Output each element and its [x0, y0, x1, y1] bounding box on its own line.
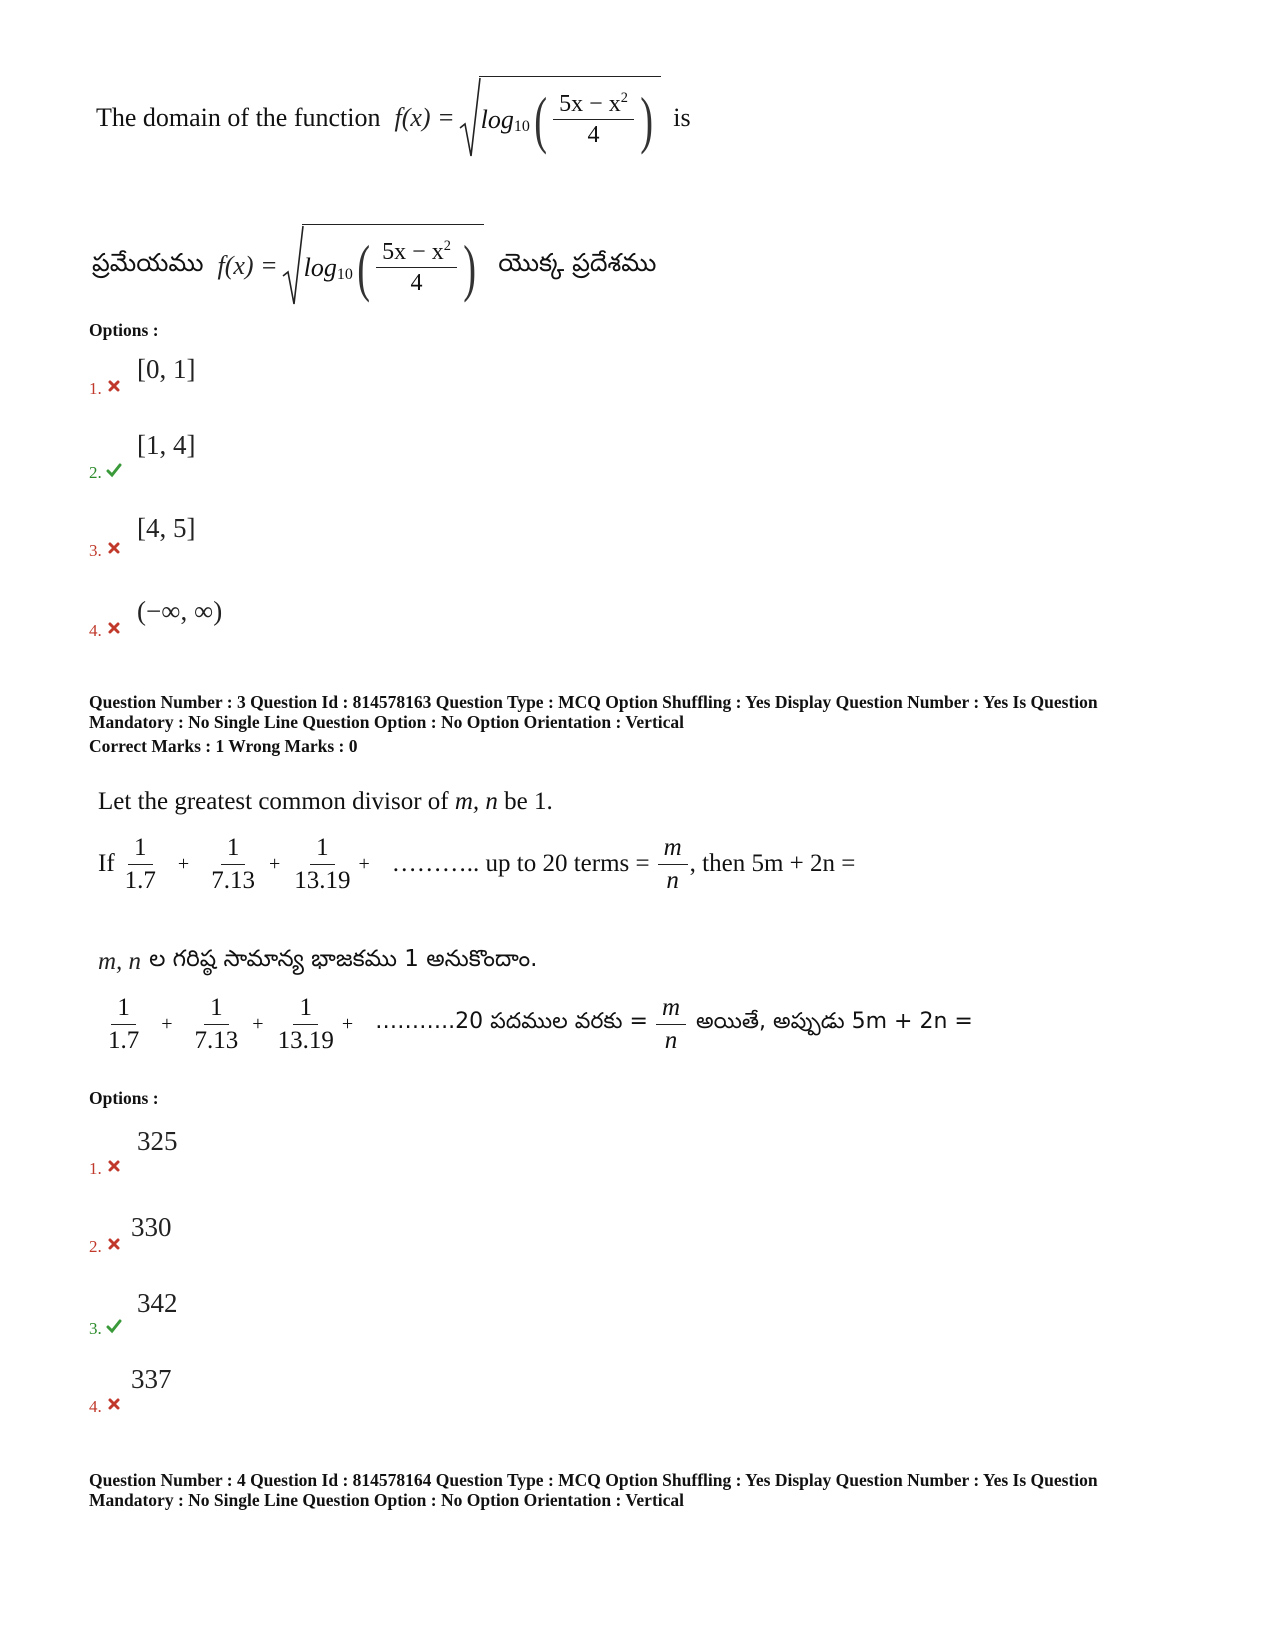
q4-meta-line2: Mandatory : No Single Line Question Option : No Option Orientation : Vertical — [89, 1490, 685, 1510]
q2-frac-den: 4 — [587, 122, 600, 148]
q2-function-label: f(x) = — [394, 103, 455, 132]
q2-telugu-fraction — [376, 239, 457, 297]
q2-telugu-frac-exp: 2 — [443, 237, 451, 254]
q2-english-prefix: The domain of the function — [96, 103, 381, 132]
q3-en-vars: m, n — [454, 788, 498, 815]
cross-icon — [106, 1158, 122, 1174]
q3-te-gcd-text: ల గరిష్ఠ సామాన్య భాజకము 1 అనుకొందాం. — [149, 946, 538, 972]
q3-options-label: Options : — [89, 1088, 159, 1108]
q3-option-2-number: 2. — [89, 1236, 122, 1257]
q4-meta-line1: Question Number : 4 Question Id : 814578164 Question Type : MCQ Option Shuffling : Yes Display Question Number : Yes Is Question — [89, 1470, 1098, 1490]
q3-te-vars: m, n — [98, 948, 142, 975]
q3-te-frac-2: $\frac{1}{7.13}$ — [194, 994, 239, 1054]
check-icon — [106, 462, 122, 478]
cross-icon — [106, 540, 122, 556]
q3-en-upto: ……….. up to 20 terms = — [391, 850, 650, 877]
q3-en-m-over-n: $\frac{m}{n}$ — [658, 834, 688, 894]
q2-option-1-value: [0, 1] — [137, 354, 196, 384]
q3-en-frac-3: $\frac{1}{13.19}$ — [294, 834, 351, 894]
q3-en-if: If — [98, 850, 115, 877]
radical-sign-icon — [459, 76, 481, 160]
q3-option-3-number: 3. — [89, 1318, 122, 1339]
check-icon — [106, 1318, 122, 1334]
q2-option-4-number: 4. — [89, 620, 122, 641]
q3-en-frac-1: $\frac{1}{1.7}$ — [124, 834, 156, 894]
q3-telugu-line1 — [98, 946, 538, 978]
q3-option-3-value: 342 — [137, 1288, 178, 1318]
q2-english-suffix: is — [673, 103, 691, 132]
q3-option-1-value: 325 — [137, 1126, 178, 1156]
q3-marks: Correct Marks : 1 Wrong Marks : 0 — [89, 736, 358, 756]
q3-meta — [89, 692, 1119, 732]
q2-telugu-frac-num: 5x − x — [382, 238, 444, 265]
q2-telugu-sqrt-expression: log 10 ( $\frac{5x - x^2}{4}$ ) — [282, 224, 485, 308]
q3-meta-line2: Mandatory : No Single Line Question Option : No Option Orientation : Vertical — [89, 712, 685, 732]
q3-en-frac-2: $\frac{1}{7.13}$ — [211, 834, 255, 894]
q3-option-1-number: 1. — [89, 1158, 122, 1179]
q3-te-m-over-n: $\frac{m}{n}$ — [656, 994, 686, 1054]
q2-log: log — [480, 104, 514, 134]
q2-telugu-statement — [92, 224, 656, 308]
q2-frac-num: 5x − x — [559, 90, 621, 117]
q3-te-then: అయితే, అప్పుడు 5m + 2n = — [696, 1009, 973, 1034]
q3-en-be1: be 1. — [504, 788, 553, 815]
q4-meta — [89, 1470, 1119, 1510]
q2-telugu-prefix: ప్రమేయము — [92, 248, 204, 277]
cross-icon — [106, 378, 122, 394]
q2-telugu-suffix: యొక్క ప్రదేశము — [498, 248, 657, 277]
q3-en-gcd-text: Let the greatest common divisor of — [98, 788, 449, 815]
q2-telugu-frac-den: 4 — [410, 270, 423, 296]
q2-telugu-function-label: f(x) = — [217, 251, 278, 280]
cross-icon — [106, 1396, 122, 1412]
q3-te-frac-3: $\frac{1}{13.19}$ — [277, 994, 334, 1054]
q2-telugu-log: log — [303, 252, 337, 282]
q2-sqrt-expression: log $_{10}$ ( $\frac{5x - x^2}{4}$ ) — [459, 76, 662, 160]
radical-sign-icon — [282, 224, 304, 308]
q3-telugu-series: $\frac{1}{1.7}$ + $\frac{1}{7.13}$ + $\frac{1}{13.19}$ + ………..20 పదముల వరకు = $\frac{m}{n}$ అయితే, అప్పుడు 5m + 2n = — [100, 994, 973, 1054]
q2-option-3-value: [4, 5] — [137, 513, 196, 543]
q3-meta-line1: Question Number : 3 Question Id : 814578163 Question Type : MCQ Option Shuffling : Yes Display Question Number : Yes Is Question — [89, 692, 1098, 712]
q2-frac-exp: 2 — [620, 89, 628, 106]
q2-option-2-value: [1, 4] — [137, 430, 196, 460]
q2-option-1-number: 1. — [89, 378, 122, 399]
q3-en-then: , then 5m + 2n = — [689, 850, 856, 877]
cross-icon — [106, 620, 122, 636]
q3-te-upto: ………..20 పదముల వరకు = — [375, 1009, 648, 1034]
q2-option-4-value: (−∞, ∞) — [137, 596, 223, 626]
q3-english-series: If $\frac{1}{1.7}$ + $\frac{1}{7.13}$ + $\frac{1}{13.19}$ + ……….. up to 20 terms = $\frac{m}{n}$ , then 5m + 2n = — [98, 834, 856, 894]
q2-fraction — [553, 91, 634, 149]
q3-option-2-value: 330 — [131, 1212, 172, 1242]
q2-log-base: 10 — [513, 117, 530, 135]
q2-option-2-number: 2. — [89, 462, 122, 483]
q2-telugu-log-base: 10 — [336, 265, 353, 283]
q3-te-frac-1: $\frac{1}{1.7}$ — [108, 994, 140, 1054]
q3-option-4-number: 4. — [89, 1396, 122, 1417]
q3-english-line1 — [98, 788, 553, 816]
q2-english-statement — [96, 76, 691, 160]
q2-option-3-number: 3. — [89, 540, 122, 561]
q2-options-label: Options : — [89, 320, 159, 340]
cross-icon — [106, 1236, 122, 1252]
q3-option-4-value: 337 — [131, 1364, 172, 1394]
